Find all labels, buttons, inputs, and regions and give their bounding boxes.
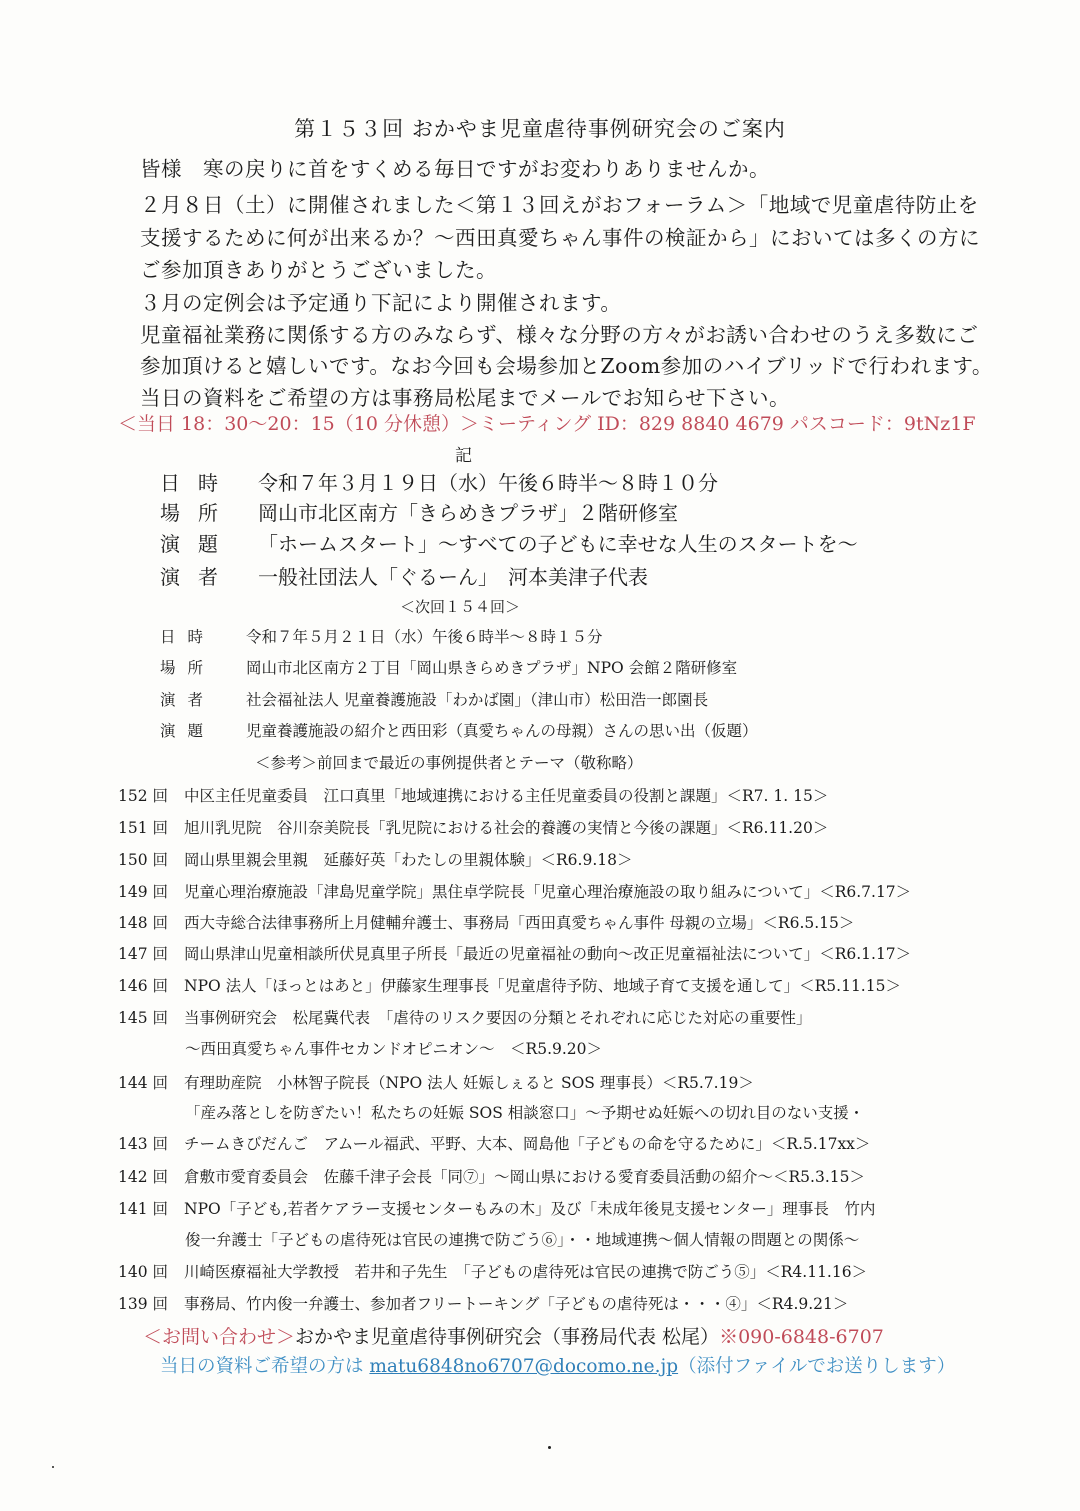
history-row bbox=[118, 1260, 867, 1282]
detail-value: 令和７年５月２１日（水）午後６時半～８時１５分 bbox=[246, 628, 603, 646]
history-row bbox=[118, 848, 632, 870]
detail-label: 場所 bbox=[160, 501, 236, 525]
intro-line: 参加頂けると嬉しいです。なお今回も会場参加とZoom参加のハイブリッドで行われます。 bbox=[140, 354, 993, 378]
session-number: 147 回 bbox=[118, 945, 169, 963]
session-text: 岡山県津山児童相談所伏見真里子所長「最近の児童福祉の動向～改正児童福祉法について」＜R6.1.17＞ bbox=[184, 945, 912, 963]
history-continuation: 俊一弁護士「子どもの虐待死は官民の連携で防ごう⑥」・・地域連携～個人情報の問題との関係～ bbox=[185, 1231, 860, 1249]
detail-label: 日時 bbox=[160, 628, 216, 646]
page-title: 第１５３回 おかやま児童虐待事例研究会のご案内 bbox=[294, 117, 786, 141]
history-continuation: ～西田真愛ちゃん事件セカンドオピニオン～ ＜R5.9.20＞ bbox=[185, 1040, 603, 1058]
detail-value: 一般社団法人「ぐるーん」 河本美津子代表 bbox=[258, 565, 648, 589]
session-number: 149 回 bbox=[118, 883, 169, 901]
session-number: 145 回 bbox=[118, 1009, 169, 1027]
session-text: 有理助産院 小林智子院長（NPO 法人 妊娠しぇると SOS 理事長）＜R5.7.19＞ bbox=[184, 1074, 754, 1092]
ki-heading: 記 bbox=[455, 446, 472, 466]
session-text: 倉敷市愛育委員会 佐藤千津子会長「同⑦」～岡山県における愛育委員活動の紹介～＜R5.3.15＞ bbox=[184, 1168, 865, 1186]
session-text: 川崎医療福祉大学教授 若井和子先生 「子どもの虐待死は官民の連携で防ごう⑤」＜R4.11.16＞ bbox=[184, 1263, 868, 1281]
main-detail-row bbox=[160, 467, 718, 496]
session-number: 148 回 bbox=[118, 914, 169, 932]
session-number: 151 回 bbox=[118, 819, 169, 837]
history-row bbox=[118, 880, 911, 902]
intro-line: ３月の定例会は予定通り下記により開催されます。 bbox=[140, 291, 622, 315]
session-text: NPO「子ども,若者ケアラー支援センターもみの木」及び「未成年後見支援センター」理事長 竹内 bbox=[184, 1200, 876, 1218]
session-text: チームきびだんご アムール福武、平野、大本、岡島他「子どもの命を守るために」＜R.5.17xx＞ bbox=[184, 1135, 871, 1153]
detail-label: 演題 bbox=[160, 532, 236, 556]
next-detail-row bbox=[160, 625, 603, 647]
detail-value: 「ホームスタート」～すべての子どもに幸せな人生のスタートを～ bbox=[258, 532, 858, 556]
session-text: 中区主任児童委員 江口真里「地域連携における主任児童委員の役割と課題」＜R7. 1. 15＞ bbox=[184, 787, 829, 805]
main-detail-row bbox=[160, 528, 858, 557]
session-number: 143 回 bbox=[118, 1135, 169, 1153]
session-number: 140 回 bbox=[118, 1263, 169, 1281]
reference-heading: ＜参考＞前回まで最近の事例提供者とテーマ（敬称略） bbox=[255, 754, 643, 772]
session-text: 旭川乳児院 谷川奈美院長「乳児院における社会的養護の実情と今後の課題」＜R6.11.20＞ bbox=[184, 819, 829, 837]
intro-line: 皆様 寒の戻りに首をすくめる毎日ですがお変わりありませんか。 bbox=[140, 157, 770, 181]
detail-value: 令和７年３月１９日（水）午後６時半～８時１０分 bbox=[258, 471, 718, 495]
email-link[interactable]: matu6848no6707@docomo.ne.jp bbox=[369, 1356, 679, 1377]
session-number: 144 回 bbox=[118, 1074, 169, 1092]
history-row bbox=[118, 1132, 870, 1154]
detail-value: 岡山市北区南方「きらめきプラザ」２階研修室 bbox=[258, 501, 678, 525]
session-number: 146 回 bbox=[118, 977, 169, 995]
contact-phone: ※090-6848-6707 bbox=[719, 1326, 884, 1348]
history-row bbox=[118, 1197, 875, 1219]
session-number: 152 回 bbox=[118, 787, 169, 805]
session-number: 150 回 bbox=[118, 851, 169, 869]
history-row bbox=[118, 1006, 811, 1028]
main-detail-row bbox=[160, 561, 648, 590]
detail-value: 児童養護施設の紹介と西田彩（真愛ちゃんの母親）さんの思い出（仮題） bbox=[246, 722, 758, 740]
detail-label: 日時 bbox=[160, 471, 236, 495]
next-detail-row bbox=[160, 656, 737, 678]
history-continuation: 「産み落としを防ぎたい！私たちの妊娠 SOS 相談窓口」～予期せぬ妊娠への切れ目のない支援・ bbox=[185, 1104, 865, 1122]
main-detail-row bbox=[160, 497, 678, 526]
session-text: 児童心理治療施設「津島児童学院」黒住卓学院長「児童心理治療施設の取り組みについて」＜R6.7.17＞ bbox=[184, 883, 912, 901]
contact-line bbox=[143, 1322, 884, 1349]
scan-speck bbox=[548, 1446, 551, 1449]
intro-line: 支援するために何が出来るか？～西田真愛ちゃん事件の検証から」においては多くの方に bbox=[140, 226, 980, 250]
next-session-heading: ＜次回１５４回＞ bbox=[400, 598, 521, 616]
note-suffix: （添付ファイルでお送りします） bbox=[678, 1356, 956, 1377]
history-row bbox=[118, 1071, 754, 1093]
session-number: 142 回 bbox=[118, 1168, 169, 1186]
history-row bbox=[118, 1292, 848, 1314]
session-text: 岡山県里親会里親 延藤好英「わたしの里親体験」＜R6.9.18＞ bbox=[184, 851, 633, 869]
intro-line: ご参加頂きありがとうございました。 bbox=[140, 258, 497, 282]
session-text: NPO 法人「ほっとはあと」伊藤家生理事長「児童虐待予防、地域子育て支援を通して」＜R5.11.15＞ bbox=[184, 977, 901, 995]
history-row bbox=[118, 784, 828, 806]
history-row bbox=[118, 974, 901, 996]
materials-note bbox=[160, 1352, 955, 1378]
detail-value: 岡山市北区南方２丁目「岡山県きらめきプラザ」NPO 会館２階研修室 bbox=[246, 659, 738, 677]
session-text: 事務局、竹内俊一弁護士、参加者フリートーキング「子どもの虐待死は・・・④」＜R4.9.21＞ bbox=[184, 1295, 849, 1313]
detail-label: 演者 bbox=[160, 691, 216, 709]
scan-speck bbox=[52, 1466, 54, 1468]
note-prefix: 当日の資料ご希望の方は bbox=[160, 1356, 370, 1377]
session-text: 西大寺総合法律事務所上月健輔弁護士、事務局「西田真愛ちゃん事件 母親の立場」＜R6.5.15＞ bbox=[184, 914, 855, 932]
history-row bbox=[118, 1165, 865, 1187]
contact-label: ＜お問い合わせ＞ bbox=[143, 1326, 296, 1348]
session-number: 141 回 bbox=[118, 1200, 169, 1218]
session-text: 当事例研究会 松尾冀代表 「虐待のリスク要因の分類とそれぞれに応じた対応の重要性」 bbox=[184, 1009, 812, 1027]
session-number: 139 回 bbox=[118, 1295, 169, 1313]
contact-org: おかやま児童虐待事例研究会（事務局代表 松尾） bbox=[295, 1326, 720, 1348]
detail-value: 社会福祉法人 児童養護施設「わかば園」（津山市）松田浩一郎園長 bbox=[246, 691, 709, 709]
intro-line: 当日の資料をご希望の方は事務局松尾までメールでお知らせ下さい。 bbox=[140, 386, 790, 410]
next-detail-row bbox=[160, 688, 708, 710]
history-row bbox=[118, 911, 854, 933]
intro-line: ２月８日（土）に開催されました＜第１３回えがおフォーラム＞「地域で児童虐待防止を bbox=[140, 193, 979, 217]
history-row bbox=[118, 942, 911, 964]
detail-label: 演題 bbox=[160, 722, 216, 740]
history-row bbox=[118, 816, 828, 838]
detail-label: 場所 bbox=[160, 659, 216, 677]
detail-label: 演者 bbox=[160, 565, 236, 589]
meeting-info: ＜当日 18：30～20：15（10 分休憩）＞ミーティング ID：829 8840 4679 パスコード：9tNz1F bbox=[118, 413, 976, 435]
next-detail-row bbox=[160, 719, 758, 741]
intro-line: 児童福祉業務に関係する方のみならず、様々な分野の方々がお誘い合わせのうえ多数にご bbox=[140, 323, 979, 347]
